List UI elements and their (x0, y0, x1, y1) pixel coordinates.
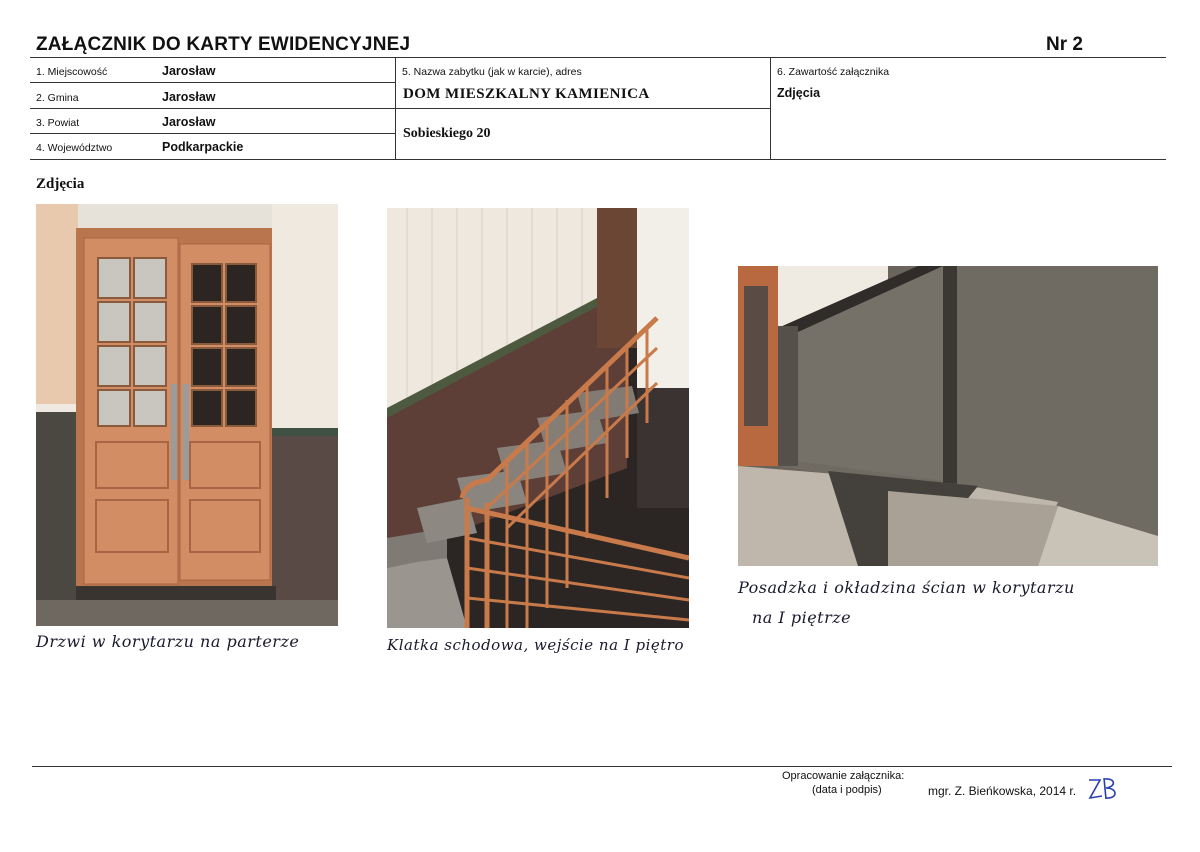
photo-door (36, 204, 338, 626)
miejscowosc-label: 1. Miejscowość (36, 66, 108, 78)
gmina-label: 2. Gmina (36, 92, 79, 104)
document-title: ZAŁĄCZNIK DO KARTY EWIDENCYJNEJ (36, 34, 411, 55)
photo-staircase (387, 208, 689, 628)
table-bottom-rule (30, 159, 1166, 160)
section-title: Zdjęcia (36, 176, 85, 192)
date-sign-label: (data i podpis) (812, 784, 882, 796)
powiat-value: Jarosław (162, 115, 216, 129)
caption-staircase: Klatka schodowa, wejście na I piętro (387, 636, 684, 654)
row-rule-1 (30, 82, 395, 83)
zawartosc-label: 6. Zawartość załącznika (777, 66, 890, 78)
monument-name: DOM MIESZKALNY KAMIENICA (403, 86, 650, 102)
powiat-label: 3. Powiat (36, 117, 80, 129)
gmina-value: Jarosław (162, 90, 216, 104)
caption-door: Drzwi w korytarzu na parterze (36, 632, 300, 651)
footer-rule (32, 766, 1172, 767)
table-divider-2 (770, 57, 771, 159)
wojewodztwo-value: Podkarpackie (162, 140, 244, 154)
table-top-rule (30, 57, 1166, 58)
nazwa-label: 5. Nazwa zabytku (jak w karcie), adres (402, 66, 582, 78)
miejscowosc-value: Jarosław (162, 64, 216, 78)
zawartosc-value: Zdjęcia (777, 86, 821, 100)
caption-corridor-line2: na I piętrze (752, 608, 852, 627)
row-rule-3 (30, 133, 395, 134)
signature-initials (1086, 774, 1122, 802)
wojewodztwo-label: 4. Województwo (36, 142, 113, 154)
author: mgr. Z. Bieńkowska, 2014 r. (928, 784, 1077, 798)
photo-corridor (738, 266, 1158, 566)
prepared-label: Opracowanie załącznika: (782, 770, 905, 782)
monument-address: Sobieskiego 20 (403, 126, 491, 141)
caption-corridor-line1: Posadzka i okładzina ścian w korytarzu (738, 578, 1075, 597)
attachment-number: Nr 2 (1046, 34, 1083, 55)
row-rule-2 (30, 108, 395, 109)
row-rule-mid (395, 108, 770, 109)
